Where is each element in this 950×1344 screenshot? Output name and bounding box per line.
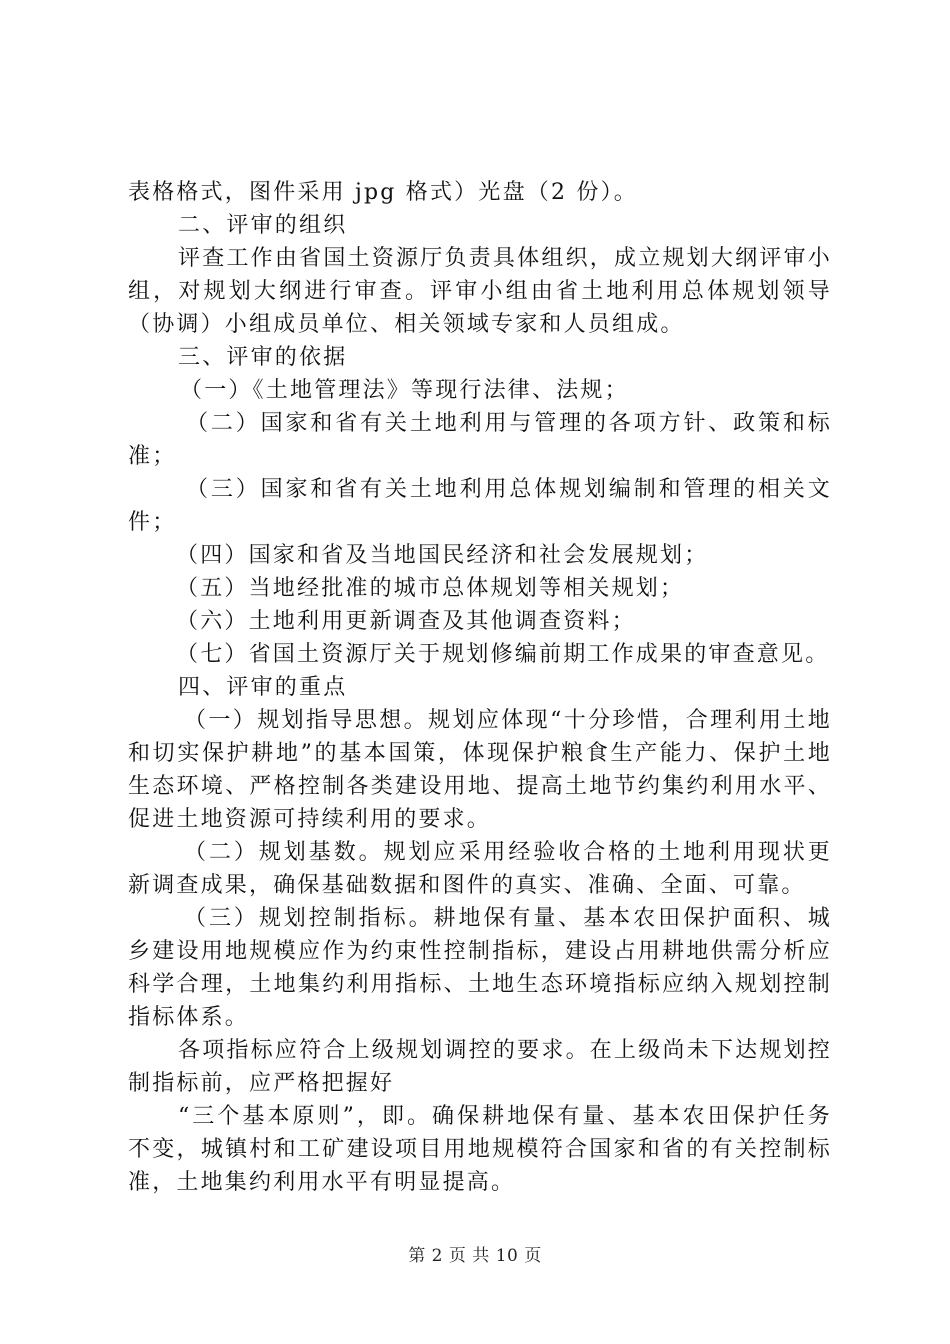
paragraph-organization: 评查工作由省国土资源厅负责具体组织，成立规划大纲评审小组，对规划大纲进行审查。评审小组由省土地利用总体规划领导（协调）小组成员单位、相关领域专家和人员组成。 xyxy=(128,246,832,337)
paragraph-continuation: 表格格式，图件采用 jpg 格式）光盘（2 份）。 xyxy=(128,180,638,205)
section-heading-basis: 三、评审的依据 xyxy=(178,345,348,370)
basis-item-3: （三）国家和省有关土地利用总体规划编制和管理的相关文件； xyxy=(128,477,832,535)
focus-item-1: （一）规划指导思想。规划应体现“十分珍惜，合理利用土地和切实保护耕地”的基本国策，体现保护粮食生产能力、保护土地生态环境、严格控制各类建设用地、提高土地节约集约利用水平、促进土地资源可持续利用的要求。 xyxy=(128,708,832,832)
basis-item-2: （二）国家和省有关土地利用与管理的各项方针、政策和标准； xyxy=(128,411,832,469)
basis-item-7: （七）省国土资源厅关于规划修编前期工作成果的审查意见。 xyxy=(176,642,830,667)
page-number-footer: 第 2 页 共 10 页 xyxy=(408,1246,542,1266)
basis-item-1: （一）《土地管理法》等现行法律、法规； xyxy=(180,378,629,403)
section-heading-organization: 二、评审的组织 xyxy=(178,213,348,238)
focus-item-3: （三）规划控制指标。耕地保有量、基本农田保护面积、城乡建设用地规模应作为约束性控制指标，建设占用耕地供需分析应科学合理，土地集约利用指标、土地生态环境指标应纳入规划控制指标体系。 xyxy=(128,906,832,1030)
basis-item-5: （五）当地经批准的城市总体规划等相关规划； xyxy=(176,576,685,601)
paragraph-indicators: 各项指标应符合上级规划调控的要求。在上级尚未下达规划控制指标前，应严格把握好 xyxy=(128,1038,832,1096)
basis-item-4: （四）国家和省及当地国民经济和社会发展规划； xyxy=(176,543,709,568)
document-body xyxy=(128,176,832,1199)
section-heading-focus: 四、评审的重点 xyxy=(178,675,348,700)
paragraph-principles: “三个基本原则”，即。确保耕地保有量、基本农田保护任务不变，城镇村和工矿建设项目用地规模符合国家和省的有关控制标准，土地集约利用水平有明显提高。 xyxy=(128,1104,832,1195)
focus-item-2: （二）规划基数。规划应采用经验收合格的土地利用现状更新调查成果，确保基础数据和图件的真实、准确、全面、可靠。 xyxy=(128,840,832,898)
basis-item-6: （六）土地利用更新调查及其他调查资料； xyxy=(176,609,636,634)
